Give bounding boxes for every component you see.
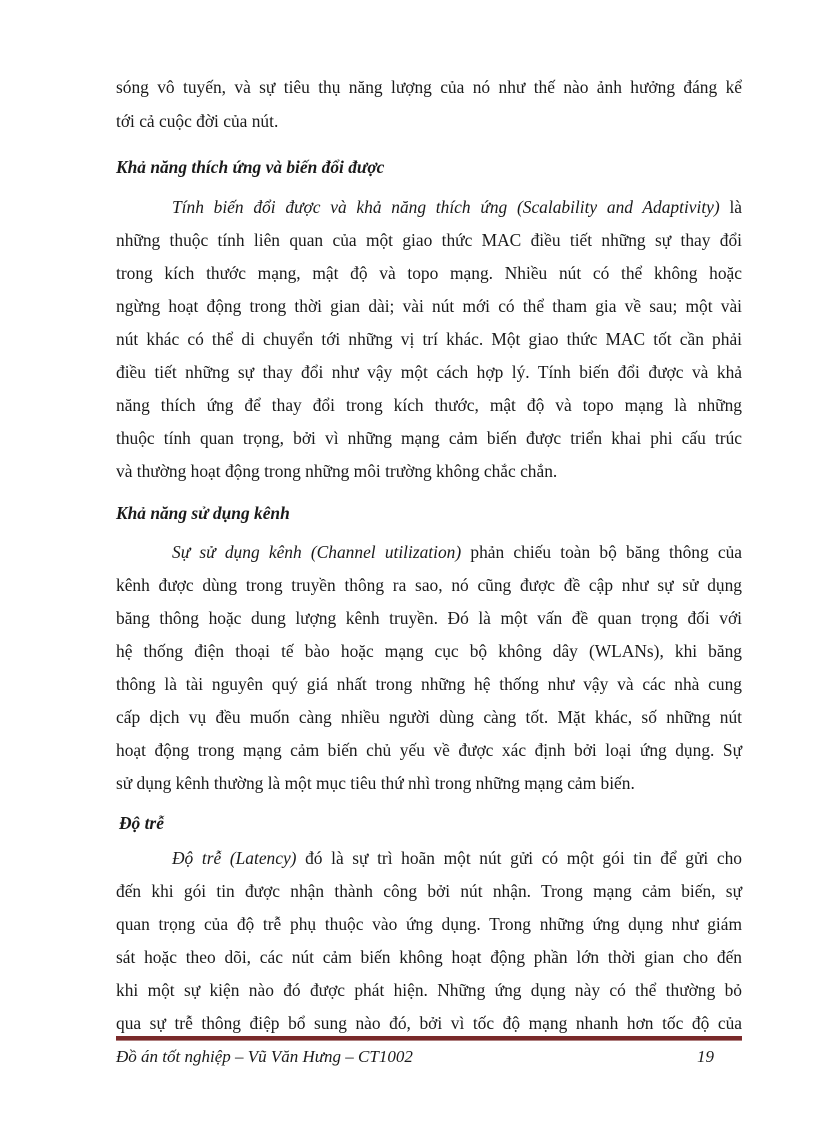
footer-divider xyxy=(116,1036,742,1041)
body-line: quan trọng của độ trễ phụ thuộc vào ứng dụng. Trong những ứng dụng như giám xyxy=(116,914,742,934)
body-line: sử dụng kênh thường là một mục tiêu thứ nhì trong những mạng cảm biến. xyxy=(116,773,635,793)
body-line: hoạt động trong mạng cảm biến chủ yếu về được xác định bởi loại ứng dụng. Sự xyxy=(116,740,742,760)
lead-rest: là xyxy=(719,197,742,217)
body-line: điều tiết những sự thay đổi như vậy một cách hợp lý. Tính biến đổi được và khả xyxy=(116,362,742,382)
lead-term: Độ trễ (Latency) xyxy=(172,848,297,868)
lead-rest: phản chiếu toàn bộ băng thông của xyxy=(461,542,743,562)
page-footer xyxy=(116,1046,742,1068)
page-number: 19 xyxy=(697,1047,714,1066)
lead-term: Tính biến đổi được và khả năng thích ứng (Scalability and Adaptivity) xyxy=(172,197,720,217)
body-line: những thuộc tính liên quan của một giao thức MAC điều tiết những sự thay đổi xyxy=(116,230,742,250)
section-heading-scalability: Khả năng thích ứng và biến đổi được xyxy=(116,157,385,177)
lead-rest: đó là sự trì hoãn một nút gửi có một gói tin để gửi cho xyxy=(296,848,742,868)
body-line: kênh được dùng trong truyền thông ra sao, nó cũng được đề cập như sự sử dụng xyxy=(116,575,742,595)
body-line: thông là tài nguyên quý giá nhất trong những hệ thống như vậy và các nhà cung xyxy=(116,674,742,694)
body-line: đến khi gói tin được nhận thành công bởi nút nhận. Trong mạng cảm biến, sự xyxy=(116,881,742,901)
section-lead-line xyxy=(116,196,742,218)
section-lead-line xyxy=(116,847,742,869)
body-line: nút khác có thể di chuyển tới những vị trí khác. Một giao thức MAC tốt cần phải xyxy=(116,329,742,349)
body-line: băng thông hoặc dung lượng kênh truyền. Đó là một vấn đề quan trọng đối với xyxy=(116,608,742,628)
body-line: sóng vô tuyến, và sự tiêu thụ năng lượng của nó như thế nào ảnh hưởng đáng kể xyxy=(116,77,742,97)
body-line: và thường hoạt động trong những môi trường không chắc chắn. xyxy=(116,461,558,481)
body-line: thuộc tính quan trọng, bởi vì những mạng cảm biến được triển khai phi cấu trúc xyxy=(116,428,742,448)
body-line: qua sự trễ thông điệp bổ sung nào đó, bởi vì tốc độ mạng nhanh hơn tốc độ của xyxy=(116,1013,742,1033)
body-line: trong kích thước mạng, mật độ và topo mạng. Nhiều nút có thể không hoặc xyxy=(116,263,742,283)
body-line: ngừng hoạt động trong thời gian dài; vài nút mới có thể tham gia về sau; một vài xyxy=(116,296,742,316)
body-line: năng thích ứng để thay đổi trong kích thước, mật độ và topo mạng là những xyxy=(116,395,742,415)
body-line: sát hoặc theo dõi, các nút cảm biến không hoạt động phần lớn thời gian cho đến xyxy=(116,947,742,967)
body-line: hệ thống điện thoại tế bào hoặc mạng cục bộ không dây (WLANs), khi băng xyxy=(116,641,742,661)
body-line: tới cả cuộc đời của nút. xyxy=(116,111,279,131)
body-line: cấp dịch vụ đều muốn càng nhiều người dùng càng tốt. Mặt khác, số những nút xyxy=(116,707,742,727)
body-line: khi một sự kiện nào đó được phát hiện. Những ứng dụng này có thể thường bỏ xyxy=(116,980,742,1000)
footer-title: Đồ án tốt nghiệp – Vũ Văn Hưng – CT1002 xyxy=(116,1047,413,1066)
lead-term: Sự sử dụng kênh (Channel utilization) xyxy=(172,542,462,562)
section-heading-latency: Độ trễ xyxy=(119,813,164,833)
section-heading-channel: Khả năng sử dụng kênh xyxy=(116,503,290,523)
section-lead-line xyxy=(116,541,742,563)
